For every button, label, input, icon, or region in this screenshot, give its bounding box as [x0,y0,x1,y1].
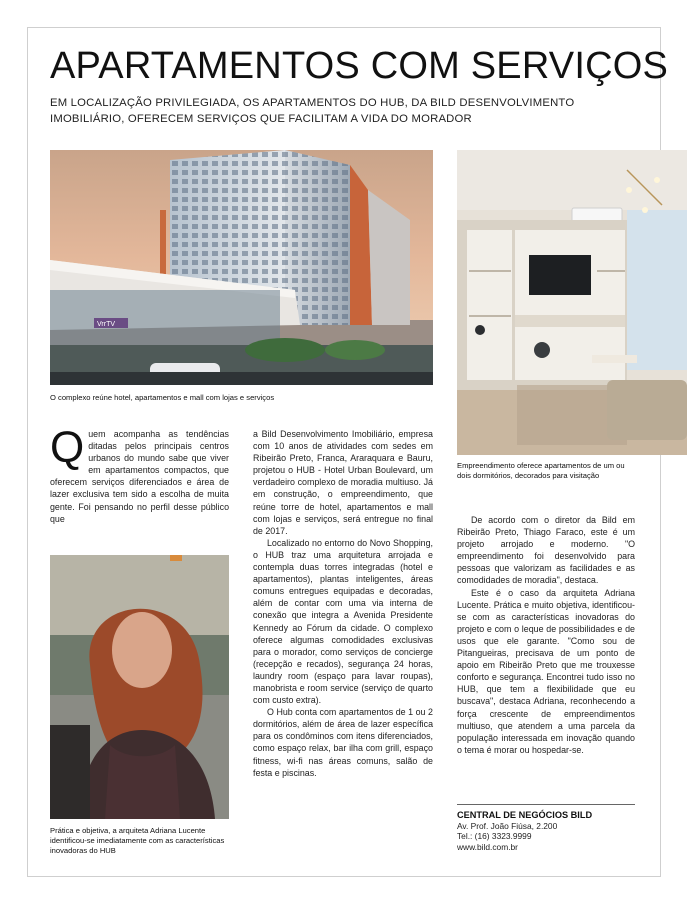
architect-caption: Prática e objetiva, a arquiteta Adriana Lucente identificou-se imediatamente com as características inovadoras do HUB [50,826,225,855]
interior-photo [457,150,687,455]
col1-paragraph-1: uem acompanha as tendências ditadas pelos principais centros urbanos do mundo sabe que viver em apartamentos compactos, que oferecem serviços diferenciados e área de lazer exclusiva tem sido a escolha de muita gente. Foi pensando no perfil desse público que [50,429,229,524]
contact-box [457,804,635,852]
contact-website-link[interactable]: www.bild.com.br [457,841,518,852]
col2-paragraph-1: a Bild Desenvolvimento Imobiliário, empresa com 10 anos de atividades com sedes em Ribeirão Preto, Franca, Araraquara e Bauru, projetou o HUB - Hotel Urban Boulevard, um verdadeiro complexo de moradia multiuso. Já em construção, o empreendimento, que reúne torre de hotel, apartamentos e mall com lojas e serviços, será entregue no final de 2017. [253,429,433,536]
contact-heading: CENTRAL DE NEGÓCIOS BILD [457,810,593,820]
contact-phone: Tel.: (16) 3323.9999 [457,831,532,841]
col3-paragraph-2: Este é o caso da arquiteta Adriana Lucente. Prática e muito objetiva, identificou-se com as características inovadoras do projeto e com o leque de possibilidades e de usos que ele garante. "Como sou de Pitangueiras, precisava de um ponto de apoio em Ribeirão Preto que me trouxesse conforto e segurança. Encontrei tudo isso no HUB, que tem a flexibilidade que eu buscava", destaca Adriana, reconhecendo a força crescente de empreendimentos multiuso, que atendem a uma parcela da população interessada em inovação quando o tema é morar ou hospedar-se. [457,587,635,755]
article-title: APARTAMENTOS COM SERVIÇOS [50,45,669,87]
building-caption: O complexo reúne hotel, apartamentos e mall com lojas e serviços [50,393,275,402]
col2-paragraph-2: Localizado no entorno do Novo Shopping, o HUB traz uma arquitetura arrojada e contempla duas torres integradas (hotel e apartamentos), plantas inteligentes, áreas comuns entregues equipadas e decoradas, além de contar com uma via interna de conexão que integra a Avenida Presidente Kennedy ao Fórum da cidade. O complexo oferece algumas comodidades exclusivas para o morador, como serviços de concierge (recepção e recados), segurança 24 horas, laundry room (espaço para lavar roupas), manobrista e room service (serviço de quarto com custo extra). [253,537,433,706]
article-subtitle: EM LOCALIZAÇÃO PRIVILEGIADA, OS APARTAMENTOS DO HUB, DA BILD DESENVOLVIMENTO IMOBILIÁRIO, OFERECEM SERVIÇOS QUE FACILITAM A VIDA DO MORADOR [50,97,575,125]
contact-address: Av. Prof. João Fiúsa, 2.200 [457,820,558,831]
col2-paragraph-3: O Hub conta com apartamentos de 1 ou 2 dormitórios, além de área de lazer específica para os condôminos com itens diferenciados, como espaço relax, bar ilha com grill, espaço fitness, wi-fi nas áreas comuns, salão de festa e piscinas. [253,707,433,778]
architect-photo [50,555,229,819]
col3-paragraph-1: De acordo com o diretor da Bild em Ribeirão Preto, Thiago Faraco, este é um projeto arrojado e moderno. "O empreendimento foi desenvolvido para pessoas que valorizam as facilidades e as comodidades de moradia", destaca. [457,515,635,586]
body-column-1 [50,423,229,525]
interior-caption: Empreendimento oferece apartamentos de um ou dois dormitórios, decorados para visitação [457,461,625,480]
body-column-3 [457,514,635,756]
body-column-2 [253,428,433,779]
building-photo [50,150,433,385]
storefront-sign: VrrTV [97,321,116,328]
drop-cap: Q [50,423,85,472]
